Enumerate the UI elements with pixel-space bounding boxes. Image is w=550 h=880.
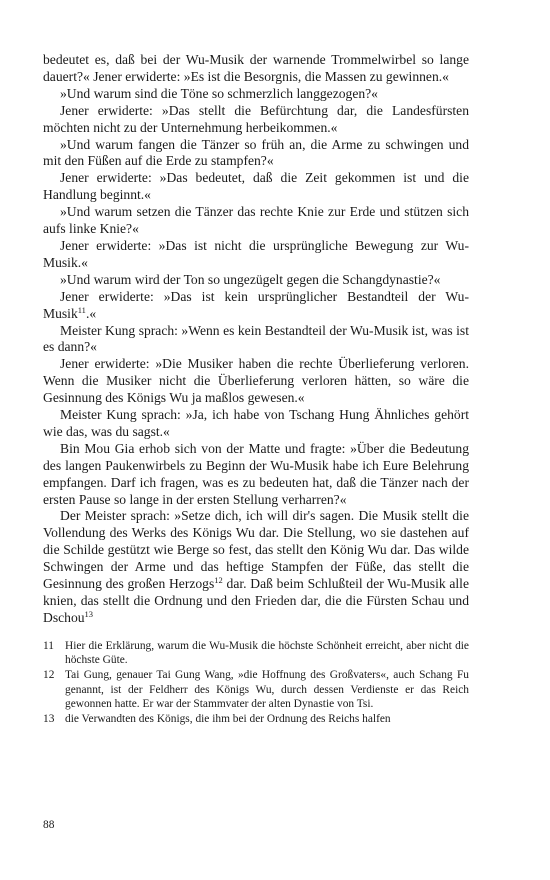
paragraph: Jener erwiderte: »Das stellt die Befürchtung dar, die Landesfürsten möchten nicht zu der Unternehmung herbeikommen.« — [43, 102, 469, 135]
footnote-number: 11 — [43, 639, 54, 652]
footnote-ref-13: 13 — [84, 608, 94, 619]
paragraph: Jener erwiderte: »Das ist nicht die ursprüngliche Bewegung zur Wu-Musik.« — [43, 237, 469, 270]
footnote-number: 13 — [43, 713, 55, 726]
footnote-text: die Verwandten des Königs, die ihm bei der Ordnung des Reichs halfen — [65, 713, 391, 726]
paragraph: Jener erwiderte: »Die Musiker haben die rechte Überlieferung verloren. Wenn die Musiker nicht die Überlieferung verloren hätten, so wäre die Gesinnung des Königs Wu ja maßlos gewesen.« — [43, 356, 469, 406]
page-number: 88 — [43, 819, 55, 831]
footnote-text: Tai Gung, genauer Tai Gung Wang, »die Hoffnung des Großvaters«, auch Schang Fu genannt, ist der Feldherr des Königs Wu, durch dessen Verdienste er das Reich gewonnen hatte. Er war der Stammvater der alten Dynastie von Tsi. — [65, 669, 469, 710]
paragraph-text: Jener erwiderte: »Das ist kein ursprünglicher Bestandteil der Wu-Musik — [43, 288, 469, 321]
paragraph — [43, 289, 469, 323]
paragraph: »Und warum sind die Töne so schmerzlich langgezogen?« — [60, 85, 378, 101]
paragraph: »Und warum fangen die Tänzer so früh an, die Arme zu schwingen und mit den Füßen auf die Erde zu stampfen?« — [43, 136, 469, 169]
paragraph: Meister Kung sprach: »Wenn es kein Bestandteil der Wu-Musik ist, was ist es dann?« — [43, 322, 469, 355]
footnote — [43, 639, 469, 668]
paragraph: Meister Kung sprach: »Ja, ich habe von Tschang Hung Ähnliches gehört wie das, was du sagst.« — [43, 407, 469, 439]
footnote-text: Hier die Erklärung, warum die Wu-Musik die höchste Schönheit erreicht, aber nicht die höchste Güte. — [65, 639, 469, 667]
footnote-ref-12: 12 — [214, 575, 223, 586]
footnotes — [43, 639, 469, 727]
paragraph-text: dar. Daß beim Schlußteil der Wu-Musik alle knien, das stellt die Ordnung und den Frieden dar, die die Fürsten Schau und Dschou — [43, 576, 469, 625]
footnote-number: 12 — [43, 669, 55, 682]
paragraph: Bin Mou Gia erhob sich von der Matte und fragte: »Über die Bedeutung des langen Paukenwirbels zu Beginn der Wu-Musik habe ich Eure Belehrung empfangen. Darf ich fragen, was es zu bedeuten hat, daß die Tänzer nach der ersten Pause so lange in der ersten Stellung verharren?« — [43, 440, 469, 507]
paragraph: »Und warum wird der Ton so ungezügelt gegen die Schangdynastie?« — [60, 271, 441, 287]
main-text — [43, 52, 469, 627]
paragraph-tail: .« — [85, 305, 97, 321]
paragraph-text: Der Meister sprach: »Setze dich, ich will dir's sagen. Die Musik stellt die Vollendung des Werks des Königs Wu dar. Die Stellung, wo sie dastehen auf die Schilde gestützt wie Berge so fest, das stellt den König Wu dar. Das wilde Schwingen der Arme und das heftige Stampfen der Füße, das stellt die Gesinnung des großen Herzogs — [43, 508, 469, 592]
paragraph: Jener erwiderte: »Das bedeutet, daß die Zeit gekommen ist und die Handlung beginnt.« — [43, 170, 469, 203]
paragraph: »Und warum setzen die Tänzer das rechte Knie zur Erde und stützen sich aufs linke Knie?« — [43, 204, 469, 237]
footnote-ref-11: 11 — [77, 304, 86, 315]
book-page — [43, 52, 469, 728]
footnote — [43, 668, 469, 711]
footnote — [43, 712, 469, 726]
paragraph: bedeutet es, daß bei der Wu-Musik der warnende Trommelwirbel so lange dauert?« Jener erwiderte: »Es ist die Besorgnis, die Massen zu gewinnen.« — [43, 52, 469, 84]
paragraph — [43, 508, 469, 626]
